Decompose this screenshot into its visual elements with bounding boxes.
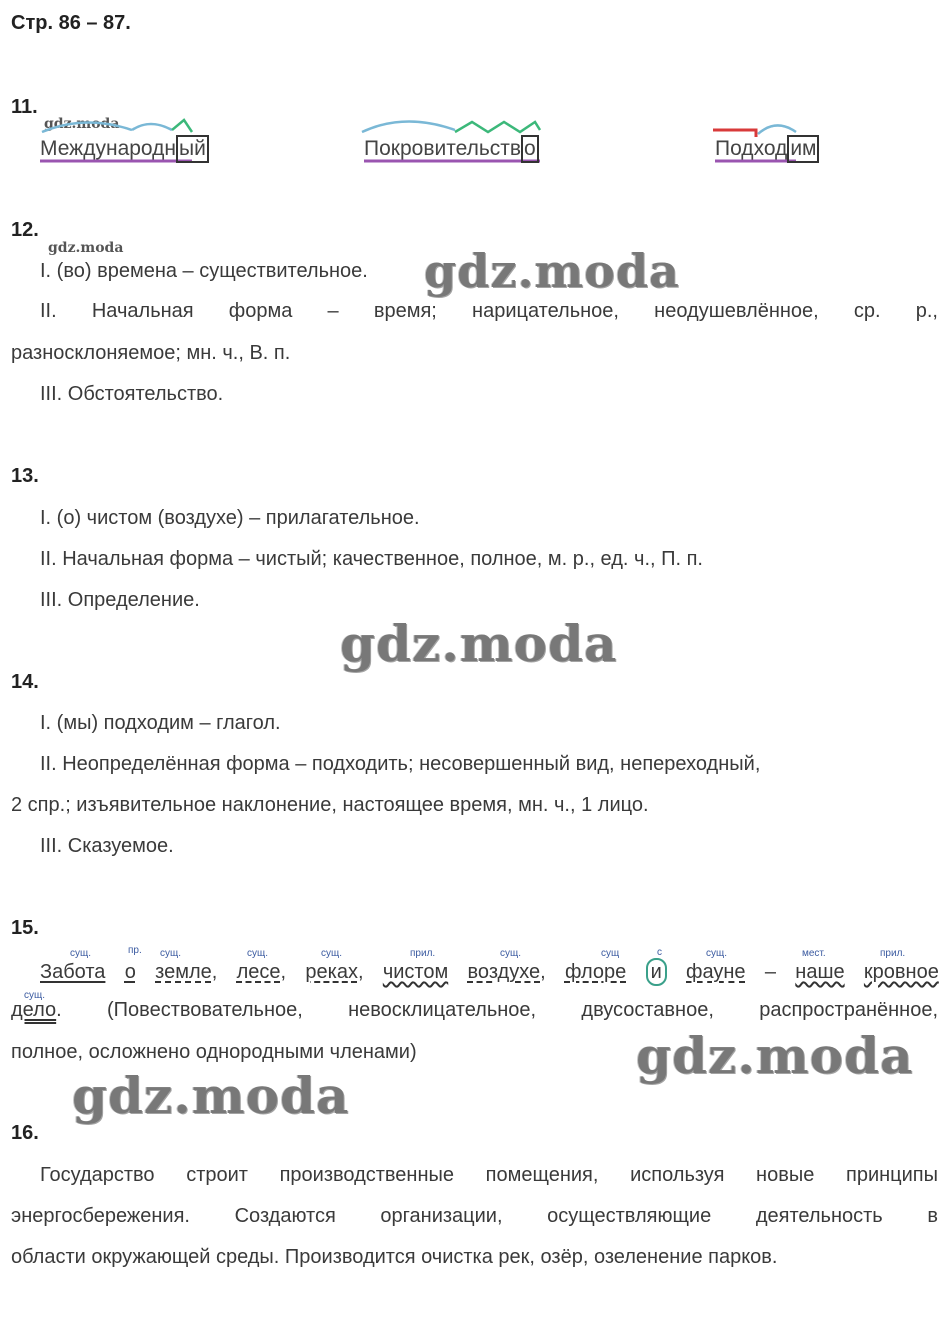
exercise-15-number: 15.: [11, 917, 39, 939]
object-word: реках: [305, 961, 358, 983]
object-word: лесе: [236, 961, 281, 983]
subject-word: Забота: [40, 961, 106, 983]
attribute-word: кровное: [863, 961, 939, 983]
pos-tag: с: [657, 947, 662, 958]
exercise-11-number: 11.: [11, 96, 38, 118]
object-word: земле: [155, 961, 212, 983]
ex15-sentence-line-1: Забота о земле, лесе, реках, чистом воздухе, флоре и фауне – наше кровное: [40, 958, 939, 986]
pos-tag: сущ.: [24, 990, 46, 1001]
ex15-analysis: . (Повествовательное, невосклицательное, двусоставное, распространённое,: [56, 999, 938, 1021]
watermark: gdz.moda: [424, 244, 680, 298]
root-arc-2: [362, 121, 455, 132]
exercise-12-number: 12.: [11, 219, 39, 241]
dash: –: [764, 961, 776, 983]
word-stem: Подход: [715, 137, 788, 160]
ex14-line-3: 2 спр.; изъявительное наклонение, настоящее время, мн. ч., 1 лицо.: [11, 794, 649, 816]
word-patronage: [364, 135, 539, 163]
suffix-mark-2: [455, 122, 540, 132]
watermark: gdz.moda: [636, 1026, 914, 1085]
pos-tag: сущ.: [706, 948, 728, 959]
predicate-word: дело: [11, 999, 57, 1021]
ex14-line-1: I. (мы) подходим – глагол.: [40, 712, 281, 734]
word-ending: им: [787, 135, 819, 163]
word-international: [40, 135, 209, 163]
root-arc-1: [42, 122, 132, 132]
word-ending: о: [521, 135, 539, 163]
watermark: gdz.moda: [340, 614, 618, 673]
pos-tag: сущ.: [321, 948, 343, 959]
pos-tag: прил.: [410, 948, 436, 959]
pos-tag: сущ.: [160, 948, 182, 959]
attribute-word: чистом: [382, 961, 449, 983]
pos-tag: сущ: [601, 948, 620, 959]
word-ending: ый: [176, 135, 209, 163]
exercise-16-number: 16.: [11, 1122, 39, 1144]
pos-tag: мест.: [802, 948, 826, 959]
ex16-line-2: энергосбережения. Создаются организации, осуществляющие деятельность в: [11, 1205, 938, 1227]
watermark-small: gdz.moda: [48, 240, 124, 256]
exercise-14-number: 14.: [11, 671, 39, 693]
root-arc-3: [758, 125, 796, 134]
pos-tag: сущ.: [70, 948, 92, 959]
ex12-line-3: разносклоняемое; мн. ч., В. п.: [11, 342, 291, 364]
ex12-line-4: III. Обстоятельство.: [40, 383, 224, 405]
attribute-word: наше: [795, 961, 845, 983]
watermark: gdz.moda: [72, 1066, 350, 1125]
pos-tag: пр.: [128, 945, 142, 956]
ex12-line-1: I. (во) времена – существительное.: [40, 260, 368, 282]
root-arc-1b: [132, 124, 172, 130]
object-word: фауне: [686, 961, 746, 983]
object-word: флоре: [564, 961, 627, 983]
pos-tag: сущ.: [500, 948, 522, 959]
word-stem: Покровительств: [364, 137, 522, 160]
ex13-line-1: I. (о) чистом (воздухе) – прилагательное.: [40, 507, 420, 529]
ex15-sentence-line-2: [11, 999, 938, 1022]
object-word: воздухе: [467, 961, 541, 983]
pos-tag: прил.: [880, 948, 906, 959]
exercise-13-number: 13.: [11, 465, 39, 487]
ex13-line-2: II. Начальная форма – чистый; качественное, полное, м. р., ед. ч., П. п.: [40, 548, 703, 570]
ex15-analysis-line-2: полное, осложнено однородными членами): [11, 1041, 417, 1063]
watermark-small: gdz.moda: [44, 116, 120, 132]
word-approach: [715, 135, 819, 163]
conjunction-circled: и: [646, 958, 667, 986]
word-stem: Международн: [40, 137, 176, 160]
suffix-mark-1: [172, 120, 192, 132]
ex14-line-4: III. Сказуемое.: [40, 835, 174, 857]
ex12-line-2: II. Начальная форма – время; нарицательное, неодушевлённое, ср. р.,: [40, 300, 938, 322]
ex16-line-1: Государство строит производственные помещения, используя новые принципы: [40, 1164, 938, 1186]
page-reference: Стр. 86 – 87.: [11, 12, 131, 34]
preposition: о: [124, 961, 136, 983]
ex16-line-3: области окружающей среды. Производится очистка рек, озёр, озеленение парков.: [11, 1246, 778, 1268]
ex14-line-2: II. Неопределённая форма – подходить; несовершенный вид, непереходный,: [40, 753, 761, 775]
pos-tag: сущ.: [247, 948, 269, 959]
ex13-line-3: III. Определение.: [40, 589, 200, 611]
